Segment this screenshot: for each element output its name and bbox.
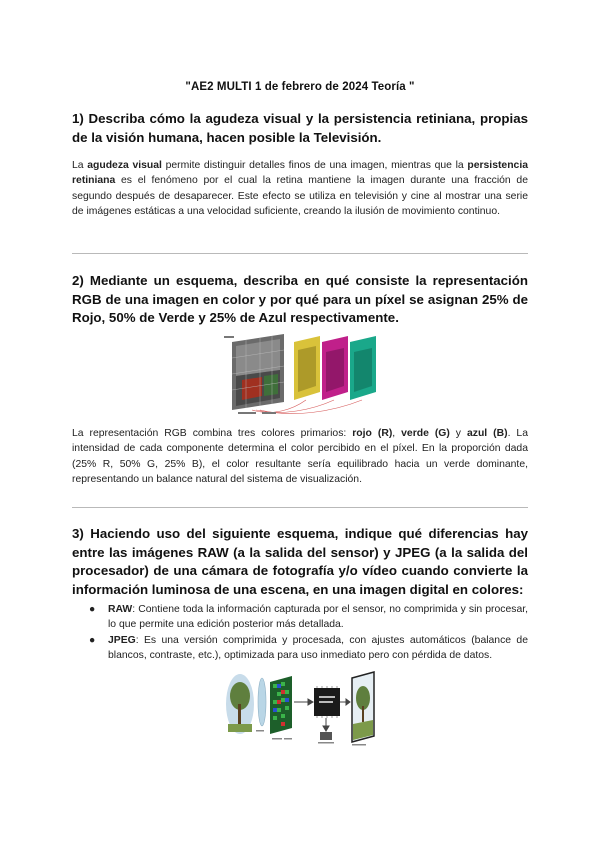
camera-pipeline-figure (222, 668, 378, 748)
bullet-icon: ● (89, 634, 96, 646)
question-1-answer: La agudeza visual permite distinguir detalles finos de una imagen, mientras que la persistencia retiniana es el fenómeno por el cual la retina mantiene la imagen durante una fracción de segundo después de desaparecer. Este efecto se utiliza en televisión y cine al mostrar una serie de imágenes estáticas a una velocidad suficiente, creando la ilusión de movimiento continuo. (72, 160, 529, 217)
sensor-grid (270, 676, 292, 734)
term-raw: RAW (108, 604, 133, 615)
processor-chip-icon (314, 686, 340, 718)
term-azul: azul (B) (466, 428, 508, 439)
question-2-answer: La representación RGB combina tres colores primarios: rojo (R), verde (G) y azul (B). La intensidad de cada componente determina el color percibido en el píxel. En la proporción dada (25% R, 50% G, 25% B), el color resultante sería equilibrado hacia un verde dominante, representando un balance natural del sistema de visualización. (72, 428, 528, 485)
question-3-heading: 3) Haciendo uso del siguiente esquema, indique qué diferencias hay entre las imágenes RAW (a la salida del sensor) y JPEG (a la salida del procesador) de una cámara de fotografía y/o vídeo cuando convierte la información luminosa de una escena, en una imagen digital en colores: (72, 526, 528, 597)
memory-icon (320, 732, 332, 740)
rgb-layers-figure (222, 330, 382, 416)
document-title: "AE2 MULTI 1 de febrero de 2024 Teoría " (185, 81, 415, 93)
list-item-raw: ● RAW: Contiene toda la información capturada por el sensor, no comprimida y sin procesar, lo que permite una edición posterior más detallada. (89, 604, 528, 631)
question-1-heading: 1) Describa cómo la agudeza visual y la persistencia retiniana, propias de la visión humana, hacen posible la Televisión. (72, 111, 528, 145)
bullet-list (72, 602, 528, 663)
term-jpeg: JPEG (108, 634, 136, 646)
output-photo-image (352, 672, 374, 742)
list-item-jpeg: ● JPEG: Es una versión comprimida y procesada, con ajustes automáticos (balance de blancos, contraste, etc.), optimizada para uso inmediato pero con pérdida de datos. (89, 634, 528, 661)
lens-icon (258, 678, 266, 726)
scene-tree-image (226, 674, 254, 734)
section-divider (72, 253, 528, 254)
term-verde: verde (G) (401, 428, 450, 439)
term-rojo: rojo (R) (352, 428, 393, 439)
question-2-heading: 2) Mediante un esquema, describa en qué consiste la representación RGB de una imagen en color y por qué para un píxel se asignan 25% de Rojo, 50% de Verde y 25% de Azul respectivamente. (72, 273, 528, 325)
section-divider (72, 507, 528, 508)
term-persistencia-retiniana: persistencia retiniana (72, 160, 529, 187)
bullet-icon: ● (89, 604, 96, 615)
term-agudeza-visual: agudeza visual (87, 160, 162, 171)
photo-layer (232, 334, 284, 410)
